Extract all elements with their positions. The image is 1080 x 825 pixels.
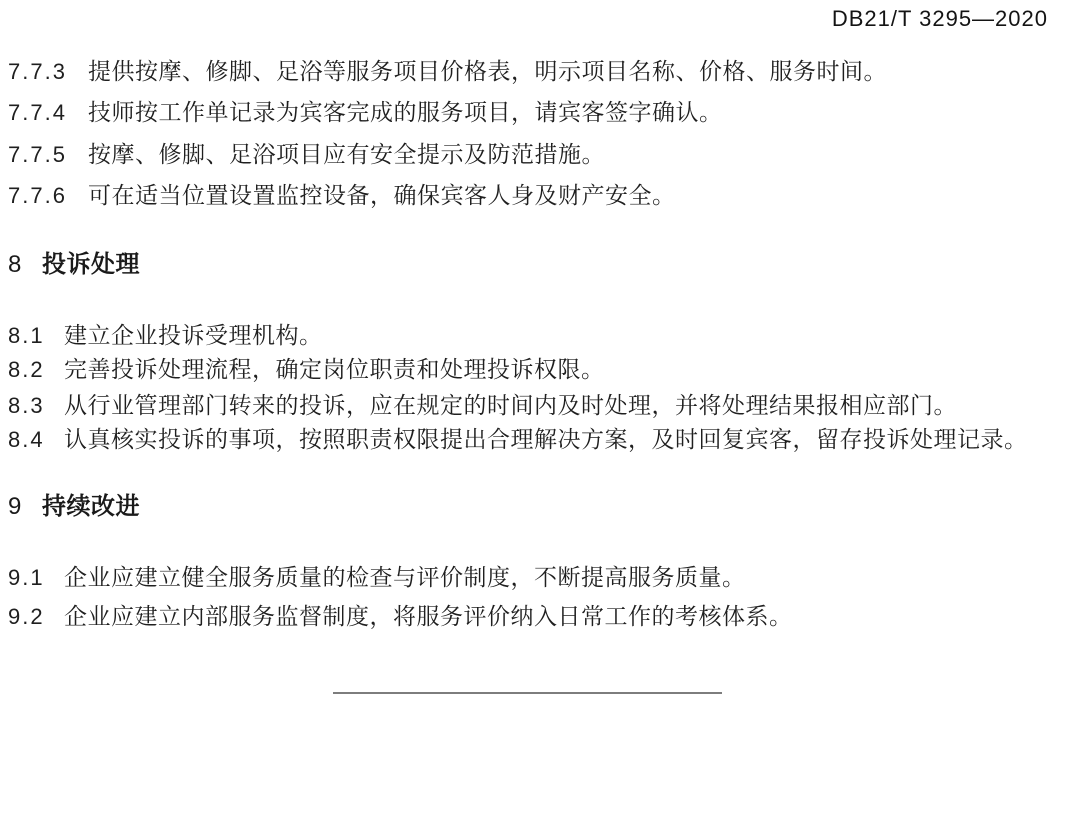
clause-row <box>8 96 723 130</box>
clause-number: 7.7.6 <box>8 183 67 208</box>
clause-number: 9.2 <box>8 604 45 629</box>
clause-text: 企业应建立健全服务质量的检查与评价制度，不断提高服务质量。 <box>64 565 746 590</box>
section-title: 投诉处理 <box>42 251 140 278</box>
clause-row <box>8 138 605 172</box>
clause-number: 7.7.3 <box>8 59 67 84</box>
clause-text: 企业应建立内部服务监督制度，将服务评价纳入日常工作的考核体系。 <box>64 604 793 629</box>
clause-number: 8.4 <box>8 427 45 452</box>
clause-text: 从行业管理部门转来的投诉，应在规定的时间内及时处理，并将处理结果报相应部门。 <box>64 393 957 418</box>
clause-row <box>8 353 605 387</box>
clause-row <box>8 319 323 353</box>
clause-text: 提供按摩、修脚、足浴等服务项目价格表，明示项目名称、价格、服务时间。 <box>88 59 887 84</box>
clause-row <box>8 561 746 595</box>
clause-number: 8.3 <box>8 393 45 418</box>
section-title: 持续改进 <box>42 493 140 520</box>
clause-text: 建立企业投诉受理机构。 <box>64 323 323 348</box>
clause-text: 完善投诉处理流程，确定岗位职责和处理投诉权限。 <box>64 357 605 382</box>
clause-row <box>8 55 887 89</box>
footer-divider <box>333 692 722 694</box>
clause-text: 可在适当位置设置监控设备，确保宾客人身及财产安全。 <box>88 183 676 208</box>
clause-row <box>8 179 676 213</box>
section-heading <box>8 248 140 282</box>
section-number: 8 <box>8 251 22 278</box>
clause-number: 8.2 <box>8 357 45 382</box>
section-number: 9 <box>8 493 22 520</box>
clause-text: 认真核实投诉的事项，按照职责权限提出合理解决方案，及时回复宾客，留存投诉处理记录。 <box>64 427 1028 452</box>
clause-row <box>8 389 957 423</box>
clause-number: 9.1 <box>8 565 45 590</box>
clause-number: 8.1 <box>8 323 45 348</box>
clause-text: 按摩、修脚、足浴项目应有安全提示及防范措施。 <box>88 142 605 167</box>
standard-code-header: DB21/T 3295—2020 <box>831 6 1048 31</box>
clause-number: 7.7.5 <box>8 142 67 167</box>
clause-row <box>8 423 1028 457</box>
clause-text: 技师按工作单记录为宾客完成的服务项目，请宾客签字确认。 <box>88 100 723 125</box>
clause-number: 7.7.4 <box>8 100 67 125</box>
section-heading <box>8 490 140 524</box>
clause-row <box>8 600 793 634</box>
